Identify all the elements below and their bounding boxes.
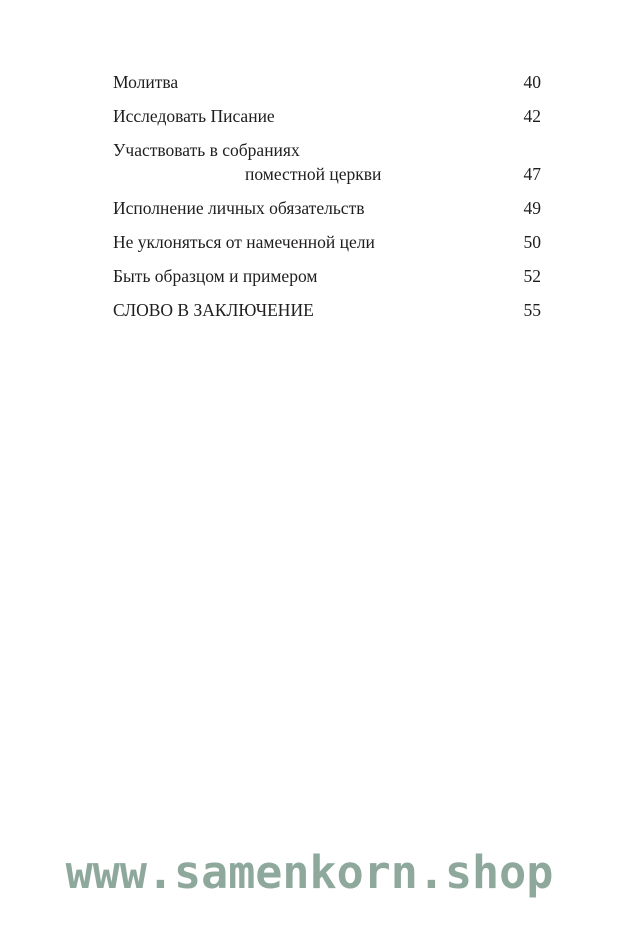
toc-entry-page-number: 55 <box>523 300 541 320</box>
toc-entry-title: СЛОВО В ЗАКЛЮЧЕНИЕ <box>113 300 314 320</box>
toc-entry-title: Быть образцом и примером <box>113 266 318 286</box>
toc-entry-page-number: 49 <box>523 198 541 218</box>
toc-entry-title: Исполнение личных обязательств <box>113 198 365 218</box>
toc-entry-goal <box>113 230 541 254</box>
toc-entry-page-number: 50 <box>523 232 541 252</box>
toc-entry-title: Не уклоняться от намеченной цели <box>113 232 375 252</box>
toc-entry-prayer <box>113 70 541 94</box>
toc-entry-example <box>113 264 541 288</box>
toc-entry-title-line1: Участвовать в собраниях <box>113 140 300 160</box>
toc-entry-scripture <box>113 104 541 128</box>
toc-entry-page-number: 47 <box>523 164 541 184</box>
toc-entry-page-number: 42 <box>523 106 541 126</box>
toc-entry-conclusion <box>113 298 541 322</box>
toc-entry-page-number: 40 <box>523 72 541 92</box>
table-of-contents <box>113 70 541 332</box>
toc-entry-obligations <box>113 196 541 220</box>
watermark-url: www.samenkorn.shop <box>65 846 554 899</box>
toc-entry-title: Исследовать Писание <box>113 106 275 126</box>
toc-entry-title-line2: поместной церкви <box>245 164 382 184</box>
toc-entry-title: Молитва <box>113 72 179 92</box>
toc-entry-page-number: 52 <box>523 266 541 286</box>
toc-entry-church-meetings <box>113 138 541 186</box>
